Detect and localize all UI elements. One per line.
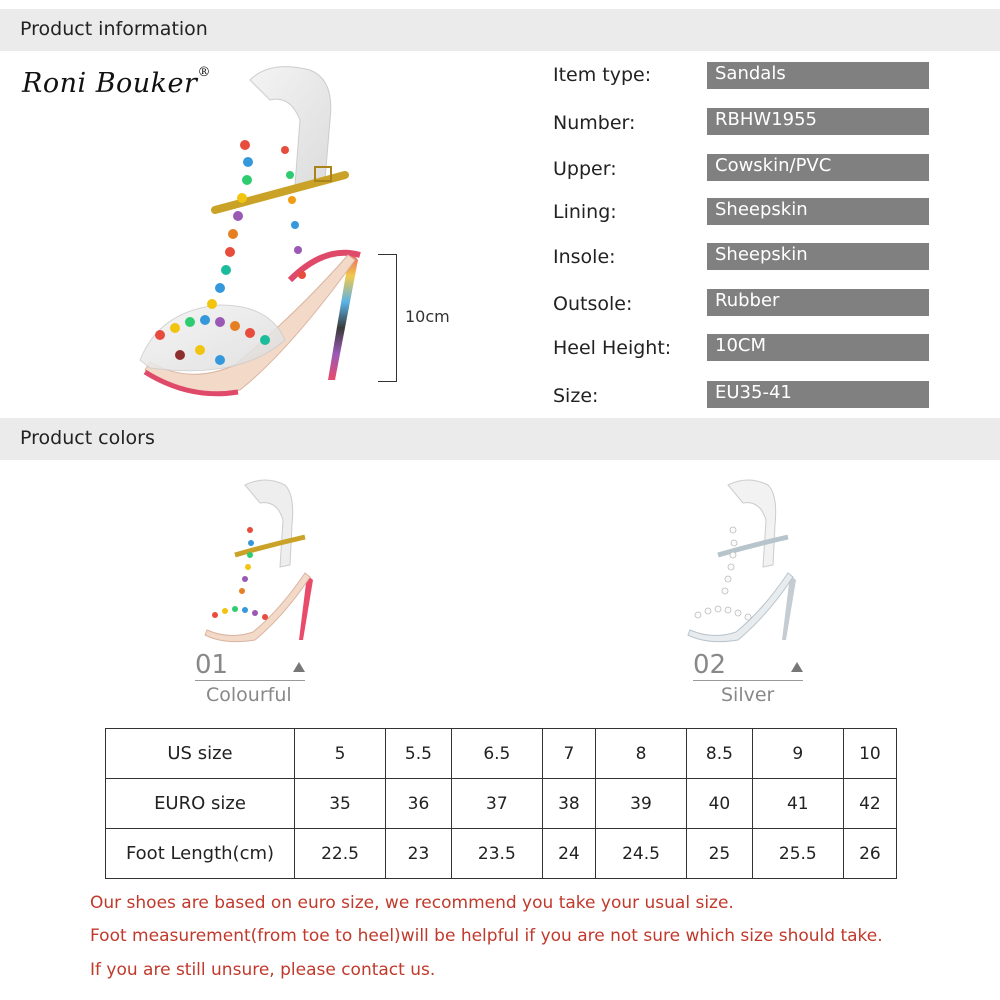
main-sandal-image — [120, 50, 380, 410]
colourful-sandal-thumbnail[interactable] — [195, 475, 335, 650]
table-cell: 41 — [752, 779, 843, 829]
spec-value-heel-height: 10CM — [707, 334, 929, 361]
table-cell: 26 — [843, 829, 896, 879]
spec-value-outsole: Rubber — [707, 289, 929, 316]
table-cell: 6.5 — [451, 729, 542, 779]
product-colors-bar — [0, 418, 1000, 460]
row-header-euro-size: EURO size — [106, 779, 295, 829]
size-note-1: Our shoes are based on euro size, we recommend you take your usual size. — [90, 893, 734, 913]
table-cell: 8.5 — [687, 729, 753, 779]
heel-height-bracket — [378, 254, 397, 382]
table-row — [106, 729, 897, 779]
section-title: Product colors — [20, 427, 155, 449]
table-row — [106, 829, 897, 879]
spec-value-number: RBHW1955 — [707, 108, 929, 135]
table-cell: 5.5 — [386, 729, 452, 779]
color-option-02-name: Silver — [721, 684, 775, 706]
spec-value-lining: Sheepskin — [707, 198, 929, 225]
brand-logo: Roni Bouker® — [22, 65, 211, 99]
table-cell: 8 — [595, 729, 686, 779]
spec-label-heel-height: Heel Height: — [553, 337, 672, 359]
row-header-foot-length: Foot Length(cm) — [106, 829, 295, 879]
table-cell: 35 — [295, 779, 386, 829]
table-cell: 9 — [752, 729, 843, 779]
table-row — [106, 779, 897, 829]
size-note-3: If you are still unsure, please contact us. — [90, 960, 436, 980]
table-cell: 24 — [542, 829, 595, 879]
silver-sandal-thumbnail[interactable] — [678, 475, 818, 650]
triangle-up-icon — [791, 662, 803, 672]
table-cell: 37 — [451, 779, 542, 829]
spec-label-item-type: Item type: — [553, 64, 652, 86]
spec-label-upper: Upper: — [553, 158, 617, 180]
spec-value-size: EU35-41 — [707, 381, 929, 408]
spec-value-insole: Sheepskin — [707, 243, 929, 270]
size-note-2: Foot measurement(from toe to heel)will be helpful if you are not sure which size should take. — [90, 926, 883, 946]
triangle-up-icon — [293, 662, 305, 672]
table-cell: 42 — [843, 779, 896, 829]
spec-label-lining: Lining: — [553, 201, 617, 223]
table-cell: 25.5 — [752, 829, 843, 879]
table-cell: 25 — [687, 829, 753, 879]
spec-label-number: Number: — [553, 112, 636, 134]
size-table — [105, 728, 897, 879]
table-cell: 39 — [595, 779, 686, 829]
spec-value-item-type: Sandals — [707, 62, 929, 89]
spec-value-upper: Cowskin/PVC — [707, 154, 929, 181]
section-title: Product information — [20, 18, 208, 40]
spec-label-outsole: Outsole: — [553, 293, 633, 315]
product-information-bar — [0, 9, 1000, 51]
spec-label-insole: Insole: — [553, 246, 616, 268]
spec-label-size: Size: — [553, 385, 599, 407]
table-cell: 38 — [542, 779, 595, 829]
table-cell: 10 — [843, 729, 896, 779]
table-cell: 23 — [386, 829, 452, 879]
table-cell: 22.5 — [295, 829, 386, 879]
color-option-02-number: 02 — [693, 650, 803, 681]
table-cell: 23.5 — [451, 829, 542, 879]
table-cell: 40 — [687, 779, 753, 829]
table-cell: 5 — [295, 729, 386, 779]
table-cell: 24.5 — [595, 829, 686, 879]
table-cell: 7 — [542, 729, 595, 779]
color-option-01-number: 01 — [195, 650, 305, 681]
table-cell: 36 — [386, 779, 452, 829]
row-header-us-size: US size — [106, 729, 295, 779]
heel-height-label: 10cm — [405, 307, 450, 326]
color-option-01-name: Colourful — [206, 684, 292, 706]
